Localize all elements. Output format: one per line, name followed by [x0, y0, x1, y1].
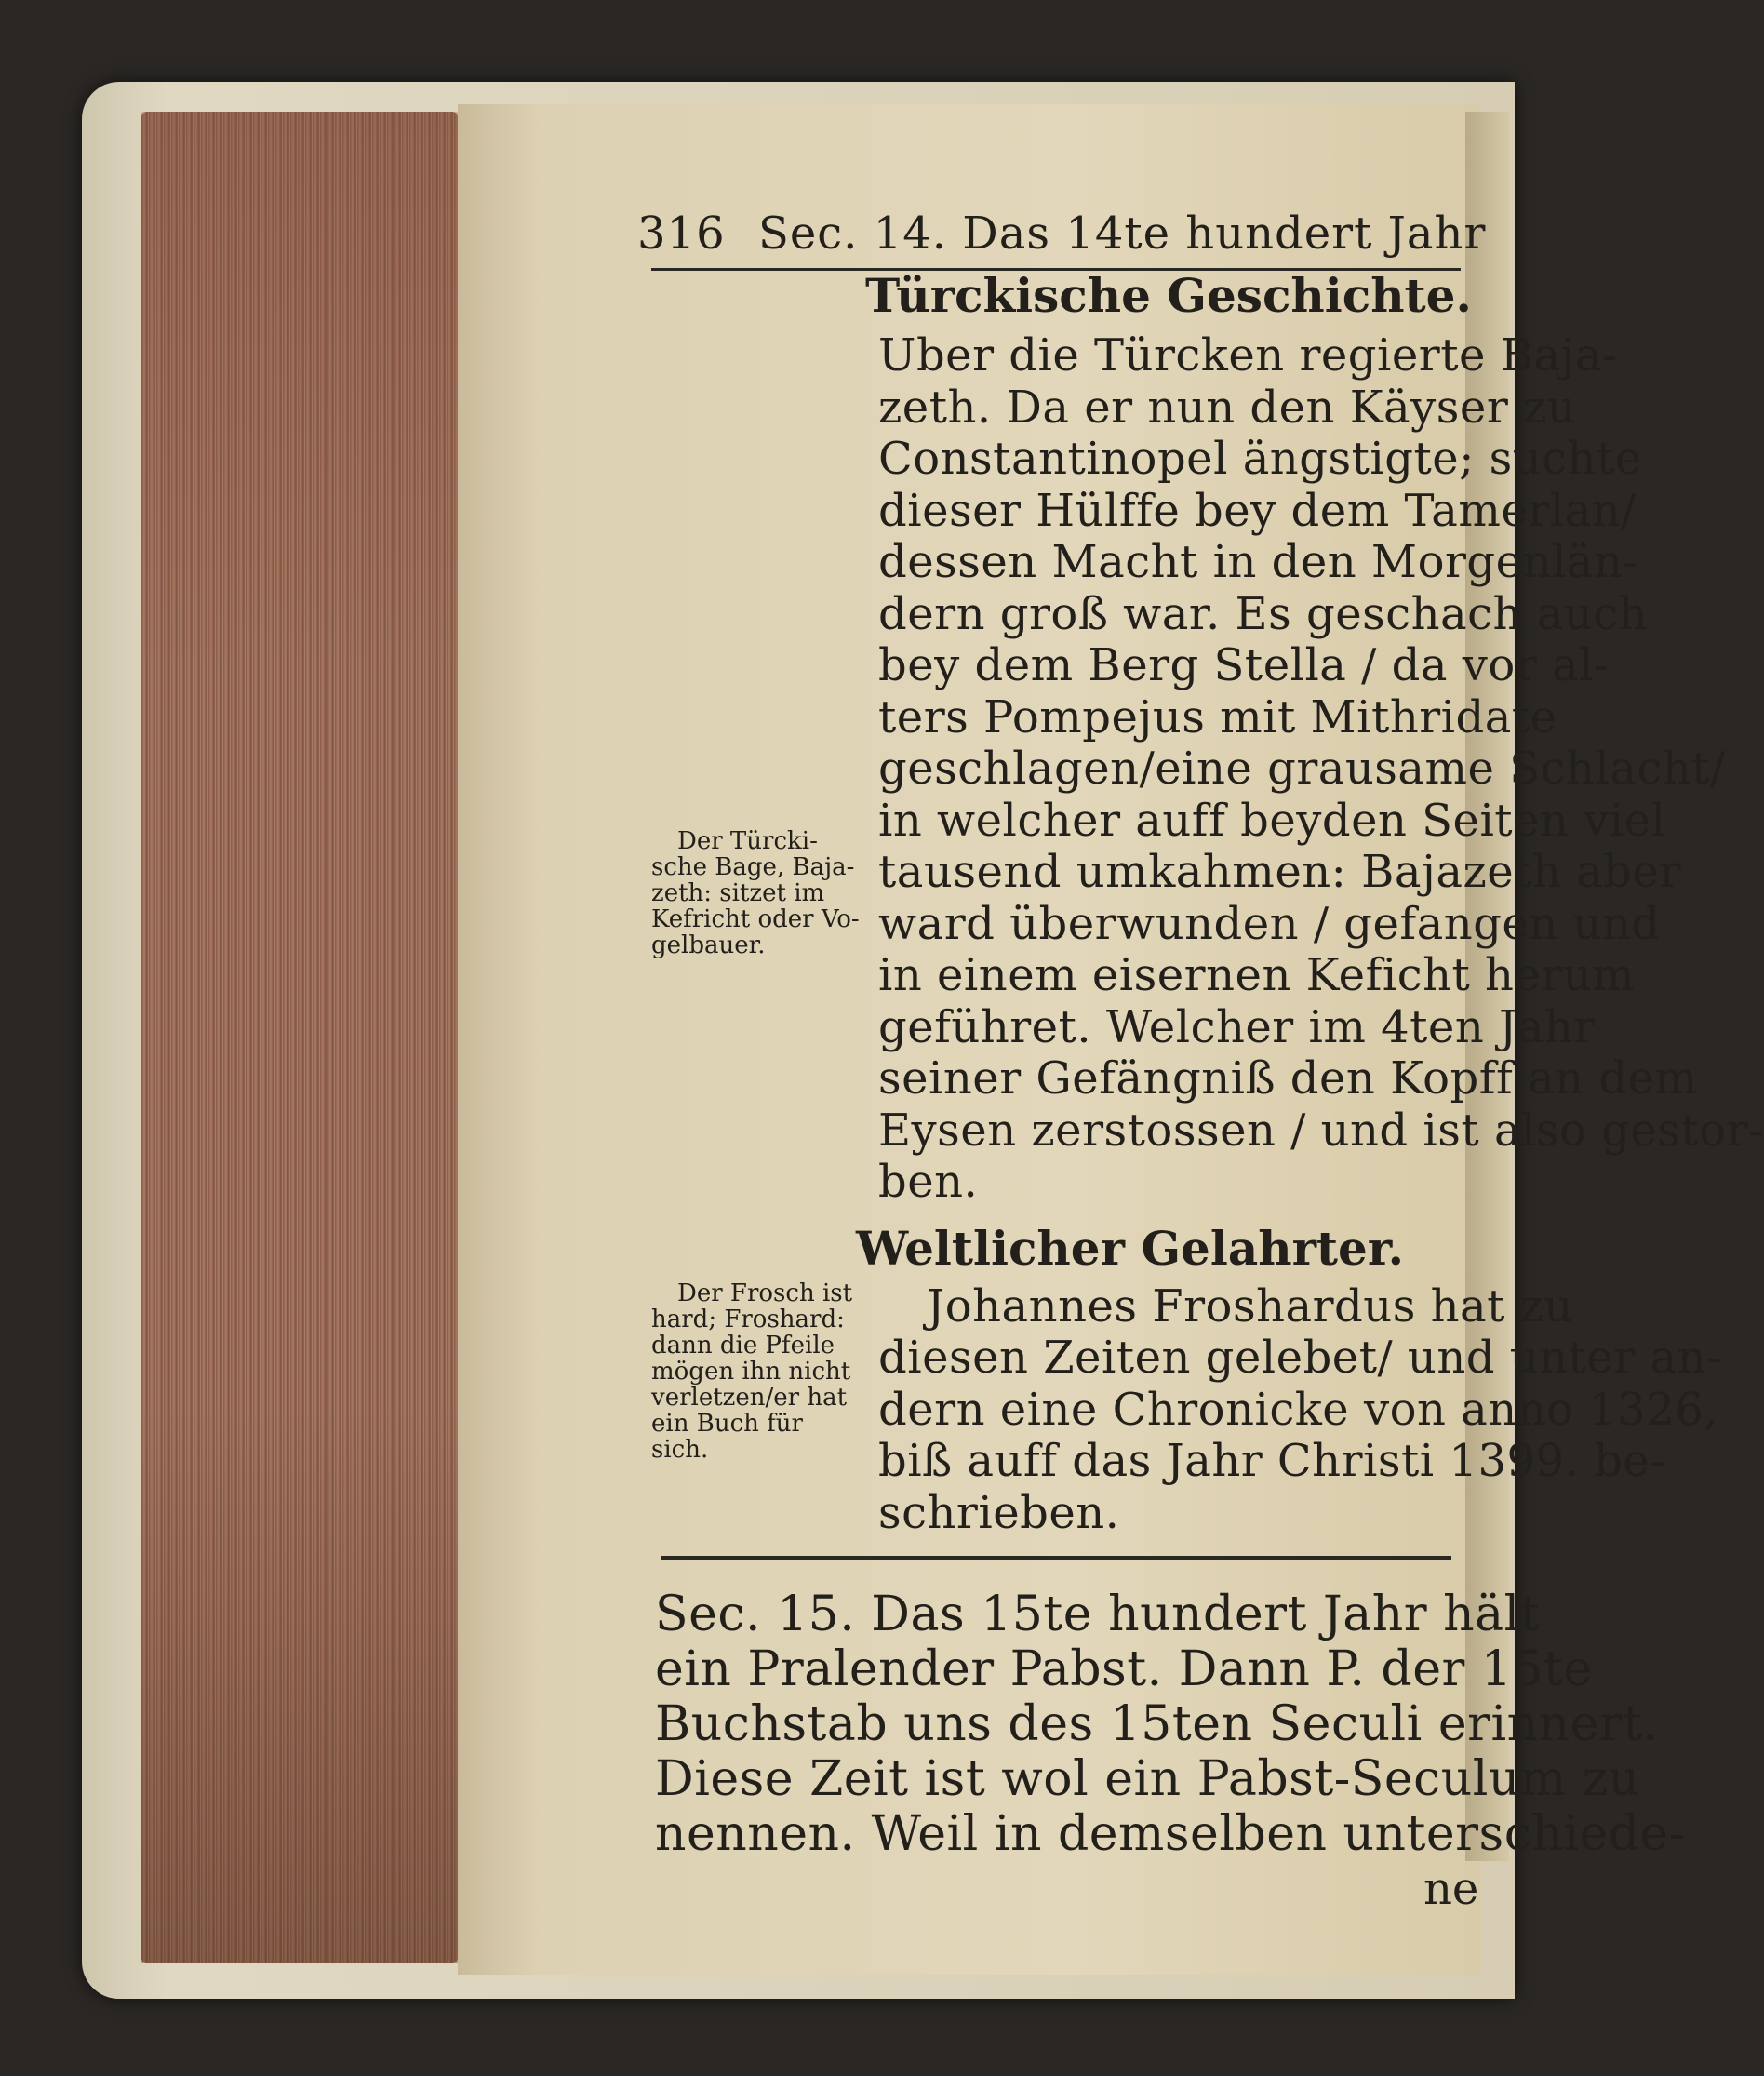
body-line: geführet. Welcher im 4ten Jahr: [878, 1001, 1596, 1053]
body-line: dessen Macht in den Morgenlän-: [878, 536, 1639, 588]
body-line: dern groß war. Es geschach auch: [878, 588, 1649, 640]
margin-note-line: hard; Froshard:: [651, 1306, 845, 1333]
margin-note-line: Der Türcki-: [677, 827, 818, 855]
running-title: Sec. 14. Das 14te hundert Jahr: [758, 208, 1487, 260]
body-line: in welcher auff beyden Seiten viel: [878, 795, 1666, 847]
body-line: seiner Gefängniß den Kopff an dem: [878, 1052, 1698, 1105]
margin-note-line: Der Frosch ist: [677, 1279, 853, 1307]
margin-note-line: zeth: sitzet im: [651, 879, 825, 907]
margin-note-line: Kefricht oder Vo-: [651, 905, 860, 933]
body-line: tausend umkahmen: Bajazeth aber: [878, 846, 1681, 898]
body-line-large: Sec. 15. Das 15te hundert Jahr hält: [655, 1587, 1541, 1642]
body-line: Eysen zerstossen / und ist also gestor-: [878, 1105, 1764, 1157]
body-line: ward überwunden / gefangen und: [878, 898, 1661, 950]
margin-note-line: dann die Pfeile: [651, 1332, 835, 1359]
margin-note-line: gelbauer.: [651, 931, 766, 959]
body-line: Uber die Türcken regierte Baja-: [878, 329, 1618, 382]
body-line-large: Diese Zeit ist wol ein Pabst-Seculum zu: [655, 1751, 1640, 1807]
section-heading-turkish: Türckische Geschichte.: [865, 268, 1472, 323]
body-line: Constantinopel ängstigte; suchte: [878, 433, 1642, 485]
body-line: biß auff das Jahr Christi 1399. be-: [878, 1435, 1665, 1487]
margin-note-line: mögen ihn nicht: [651, 1358, 851, 1386]
body-line: in einem eisernen Keficht herum: [878, 949, 1636, 1001]
page-number: 316: [637, 208, 726, 260]
margin-note-line: ein Buch für: [651, 1410, 803, 1438]
section-separator: [661, 1556, 1451, 1560]
body-line: Johannes Froshardus hat zu: [927, 1280, 1573, 1333]
body-line: dieser Hülffe bey dem Tamerlan/: [878, 485, 1637, 537]
body-line: ters Pompejus mit Mithridate: [878, 691, 1557, 743]
body-line: geschlagen/eine grausame Schlacht/: [878, 743, 1726, 795]
body-line: dern eine Chronicke von anno 1326,: [878, 1384, 1719, 1436]
page-edges: [141, 112, 458, 1963]
catchword: ne: [1423, 1863, 1479, 1915]
body-line: diesen Zeiten gelebet/ und unter an-: [878, 1332, 1722, 1384]
body-line: schrieben.: [878, 1487, 1120, 1539]
margin-note-line: verletzen/er hat: [651, 1384, 848, 1412]
margin-note-line: sche Bage, Baja-: [651, 853, 855, 881]
body-line: zeth. Da er nun den Käyser zu: [878, 382, 1577, 434]
body-line-large: Buchstab uns des 15ten Seculi erinnert.: [655, 1696, 1659, 1752]
body-line-large: nennen. Weil in demselben unterschiede-: [655, 1806, 1686, 1862]
section-heading-scholar: Weltlicher Gelahrter.: [856, 1221, 1404, 1276]
margin-note-line: sich.: [651, 1436, 709, 1464]
body-line: ben.: [878, 1156, 979, 1208]
body-line-large: ein Pralender Pabst. Dann P. der 15te: [655, 1641, 1593, 1697]
body-line: bey dem Berg Stella / da vor al-: [878, 639, 1610, 691]
